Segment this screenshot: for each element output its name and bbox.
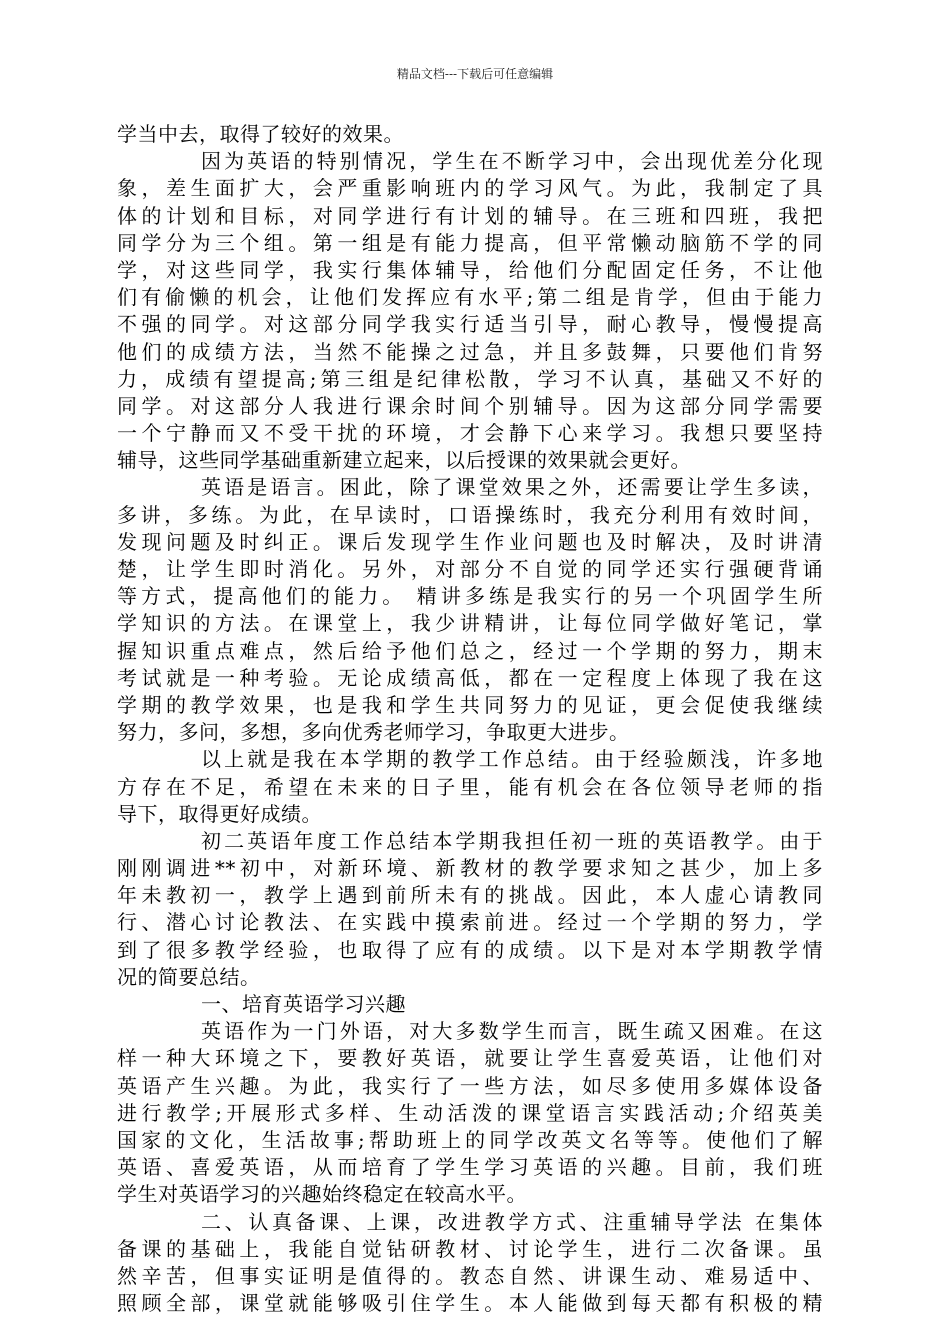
text-line: 学，对这些同学，我实行集体辅导，给他们分配固定任务，不让他 [117,257,823,282]
text-line: 握知识重点难点，然后给予他们总之，经过一个学期的努力，期末 [117,638,823,663]
text-line: 到了很多教学经验，也取得了应有的成绩。以下是对本学期教学情 [117,937,823,962]
text-line: 导下，取得更好成绩。 [117,801,322,826]
text-line: 他们的成绩方法，当然不能操之过急，并且多鼓舞，只要他们肯努 [117,339,823,364]
text-line: 国家的文化，生活故事;帮助班上的同学改英文名等等。使他们了解 [117,1127,823,1152]
text-line: 一、培育英语学习兴趣 [201,992,406,1016]
text-line: 二、认真备课、上课，改进教学方式、注重辅导学法 在集体 [201,1209,823,1234]
text-line: 方存在不足，希望在未来的日子里，能有机会在各位领导老师的指 [117,774,823,799]
text-line: 学知识的方法。在课堂上，我少讲精讲，让每位同学做好笔记，掌 [117,611,823,636]
text-line: 力，成绩有望提高;第三组是纪律松散，学习不认真，基础又不好的 [117,366,823,391]
text-line: 英语是语言。困此，除了课堂效果之外，还需要让学生多读， [201,475,823,500]
text-line: 考试就是一种考验。无论成绩高低，都在一定程度上体现了我在这 [117,665,823,690]
document-body [117,121,823,1317]
text-line: 楚，让学生即时消化。另外，对部分不自觉的同学还实行强硬背诵 [117,557,823,581]
text-line: 进行教学;开展形式多样、生动活泼的课堂语言实践活动;介绍英美 [117,1100,823,1125]
text-line: 英语、喜爱英语，从而培育了学生学习英语的兴趣。目前，我们班 [117,1155,823,1180]
text-line: 等方式，提高他们的能力。 精讲多练是我实行的另一个巩固学生所 [117,584,823,609]
text-line: 学当中去，取得了较好的效果。 [117,122,404,146]
text-line: 一个宁静而又不受干扰的环境，才会静下心来学习。我想只要坚持 [117,421,823,446]
text-line: 以上就是我在本学期的教学工作总结。由于经验颇浅，许多地 [201,747,823,772]
text-line: 象，差生面扩大，会严重影响班内的学习风气。为此，我制定了具 [117,176,823,201]
text-line: 辅导，这些同学基础重新建立起来，以后授课的效果就会更好。 [117,448,691,473]
text-line: 刚刚调进**初中，对新环境、新教材的教学要求知之甚少，加上多 [117,856,823,881]
text-line: 况的简要总结。 [117,964,261,989]
text-line: 初二英语年度工作总结本学期我担任初一班的英语教学。由于 [201,828,823,853]
text-line: 英语产生兴趣。为此，我实行了一些方法，如尽多使用多媒体设备 [117,1073,823,1098]
text-line: 因为英语的特别情况，学生在不断学习中，会出现优差分化现 [201,149,823,174]
text-line: 英语作为一门外语，对大多数学生而言，既生疏又困难。在这 [201,1019,823,1044]
text-line: 发现问题及时纠正。课后发现学生作业问题也及时解决，及时讲清 [117,529,823,554]
text-line: 照顾全部，课堂就能够吸引住学生。本人能做到每天都有积极的精 [117,1291,823,1316]
text-line: 体的计划和目标，对同学进行有计划的辅导。在三班和四班，我把 [117,203,823,228]
page-header: 精品文档---下载后可任意编辑 [396,67,554,81]
text-line: 年未教初一，教学上遇到前所未有的挑战。因此，本人虚心请教同 [117,883,823,908]
text-line: 努力，多问，多想，多向优秀老师学习，争取更大进步。 [117,720,630,745]
text-line: 样一种大环境之下，要教好英语，就要让学生喜爱英语，让他们对 [117,1046,823,1071]
text-line: 多讲，多练。为此，在早读时，口语操练时，我充分利用有效时间， [117,502,823,527]
text-line: 学期的教学效果，也是我和学生共同努力的见证，更会促使我继续 [117,692,823,717]
text-line: 同学分为三个组。第一组是有能力提高，但平常懒动脑筋不学的同 [117,230,823,255]
text-line: 同学。对这部分人我进行课余时间个别辅导。因为这部分同学需要 [117,393,823,418]
text-line: 学生对英语学习的兴趣始终稳定在较高水平。 [117,1182,527,1207]
text-line: 然辛苦，但事实证明是值得的。教态自然、讲课生动、难易适中、 [117,1263,823,1288]
text-line: 行、潜心讨论教法、在实践中摸索前进。经过一个学期的努力，学 [117,910,823,935]
text-line: 不强的同学。对这部分同学我实行适当引导，耐心教导，慢慢提高 [117,312,823,337]
text-line: 备课的基础上，我能自觉钻研教材、讨论学生，进行二次备课。虽 [117,1236,823,1261]
text-line: 们有偷懒的机会，让他们发挥应有水平;第二组是肯学，但由于能力 [117,285,823,310]
